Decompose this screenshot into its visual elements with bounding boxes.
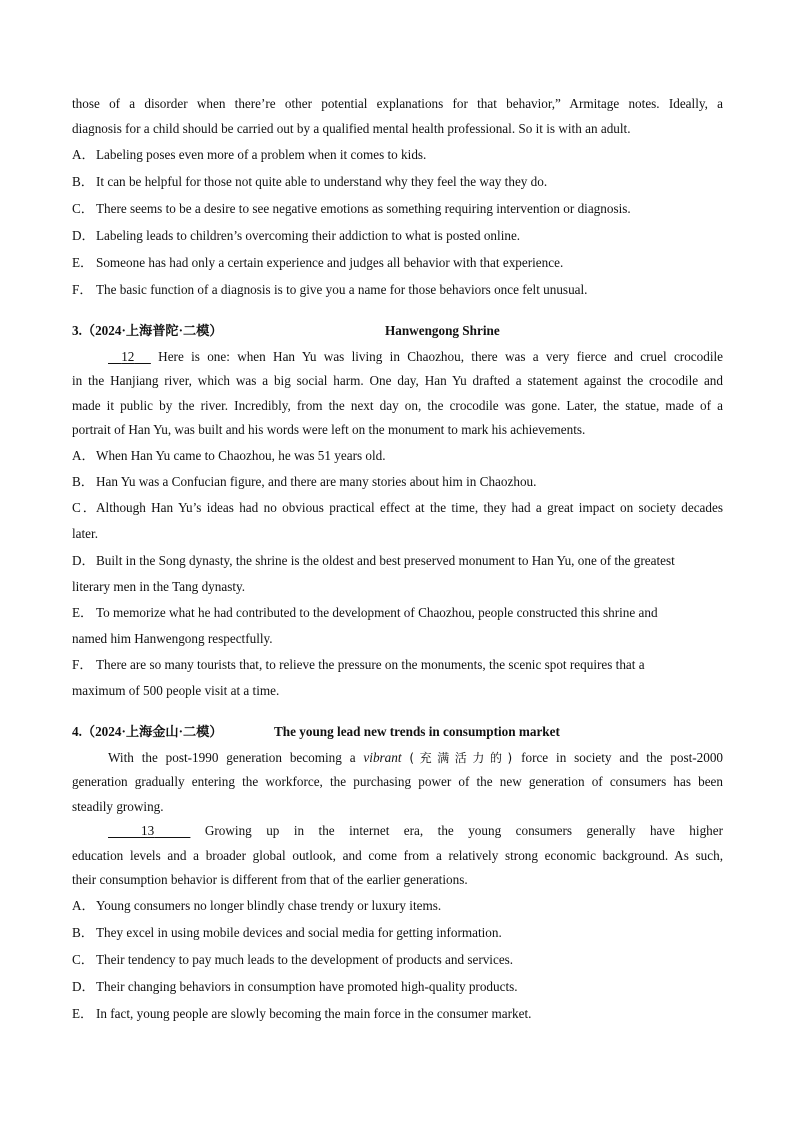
- passage-2-continuation: [72, 92, 723, 141]
- option-line: C．Although Han Yu’s ideas had no obvious practical effect at the time, they had a great impact on society decades: [72, 500, 723, 516]
- option-line: maximum of 500 people visit at a time.: [72, 683, 280, 698]
- option-b: B． It can be helpful for those not quite able to understand why they feel the way they do.: [72, 173, 548, 189]
- passage-4: [72, 746, 723, 893]
- passage-line: made it public by the river. Incredibly, from the next day on, the crocodile was gone. Later, the statue, made of a: [72, 397, 723, 413]
- passage-title: The young lead new trends in consumption market: [274, 723, 560, 739]
- passage-line: their consumption behavior is different from that of the earlier generations.: [72, 872, 468, 887]
- option-line: named him Hanwengong respectfully.: [72, 630, 273, 646]
- document-page: [72, 92, 723, 1030]
- passage-line: steadily growing.: [72, 798, 164, 814]
- question-source: 3.（2024·上海普陀·二模）: [72, 322, 223, 338]
- option-a: A．Young consumers no longer blindly chase trendy or luxury items.: [72, 898, 442, 914]
- option-line: D．Built in the Song dynasty, the shrine is the oldest and best preserved monument to Han Yu, one of the greatest: [72, 552, 675, 568]
- passage-line: generation gradually entering the workforce, the purchasing power of the new generation of consumers has been: [72, 774, 723, 789]
- option-a: A．Labeling poses even more of a problem when it comes to kids.: [72, 146, 427, 162]
- option-line: later.: [72, 526, 98, 542]
- answer-blank[interactable]: 12: [121, 348, 135, 364]
- option-b: B． Han Yu was a Confucian figure, and there are many stories about him in Chaozhou.: [72, 474, 537, 490]
- option-d: D．Labeling leads to children’s overcoming their addiction to what is posted online.: [72, 227, 521, 243]
- options-list-4: [72, 894, 723, 1027]
- option-c: C． Their tendency to pay much leads to the development of products and services.: [72, 952, 514, 968]
- passage-line: diagnosis for a child should be carried out by a qualified mental health professional. So it is with an adult.: [72, 120, 631, 136]
- passage-line: 13 Growing up in the internet era, the young consumers generally have higher: [72, 819, 723, 844]
- answer-blank[interactable]: 13: [140, 823, 155, 838]
- question-source: 4.（2024·上海金山·二模）: [72, 723, 223, 739]
- passage-title: Hanwengong Shrine: [385, 322, 500, 338]
- question-4-header: [72, 720, 723, 744]
- passage-line: in the Hanjiang river, which was a big social harm. One day, Han Yu drafted a statement against the crocodile and: [72, 373, 723, 389]
- option-d: D．Their changing behaviors in consumption have promoted high-quality products.: [72, 979, 518, 995]
- passage-line: 12 Here is one: when Han Yu was living in Chaozhou, there was a very fierce and cruel crocodile: [72, 345, 723, 370]
- option-e: [72, 601, 723, 652]
- options-list-3: [72, 444, 723, 703]
- option-b: B． They excel in using mobile devices and social media for getting information.: [72, 925, 502, 941]
- option-line: E． To memorize what he had contributed to the development of Chaozhou, people constructed this shrine and: [72, 604, 658, 620]
- option-d: [72, 549, 723, 600]
- option-e: E． Someone has had only a certain experience and judges all behavior with that experience.: [72, 254, 564, 270]
- option-line: F． There are so many tourists that, to relieve the pressure on the monuments, the scenic spot requires that a: [72, 656, 645, 672]
- options-list-2: [72, 143, 723, 303]
- question-3-header: [72, 319, 723, 343]
- passage-line: portrait of Han Yu, was built and his words were left on the monument to mark his achievements.: [72, 422, 586, 438]
- option-a: A．When Han Yu came to Chaozhou, he was 51 years old.: [72, 448, 386, 464]
- vocab-gloss: (充满活力的): [409, 750, 514, 765]
- passage-3: [72, 345, 723, 443]
- option-f: F． The basic function of a diagnosis is to give you a name for those behaviors once felt unusual.: [72, 282, 588, 298]
- option-line: literary men in the Tang dynasty.: [72, 578, 246, 594]
- option-c: C． There seems to be a desire to see negative emotions as something requiring intervention or diagnosis.: [72, 200, 631, 216]
- passage-line: those of a disorder when there’re other potential explanations for that behavior,” Armitage notes. Ideally, a: [72, 96, 723, 111]
- option-e: E． In fact, young people are slowly becoming the main force in the consumer market.: [72, 1006, 532, 1022]
- option-f: [72, 653, 723, 704]
- vocab-word: vibrant: [363, 749, 402, 765]
- option-c: [72, 496, 723, 547]
- passage-line: education levels and a broader global outlook, and come from a relatively strong economic background. As such,: [72, 847, 723, 863]
- passage-line: With the post-1990 generation becoming a vibrant (充满活力的) force in society and the post-2000: [108, 749, 724, 765]
